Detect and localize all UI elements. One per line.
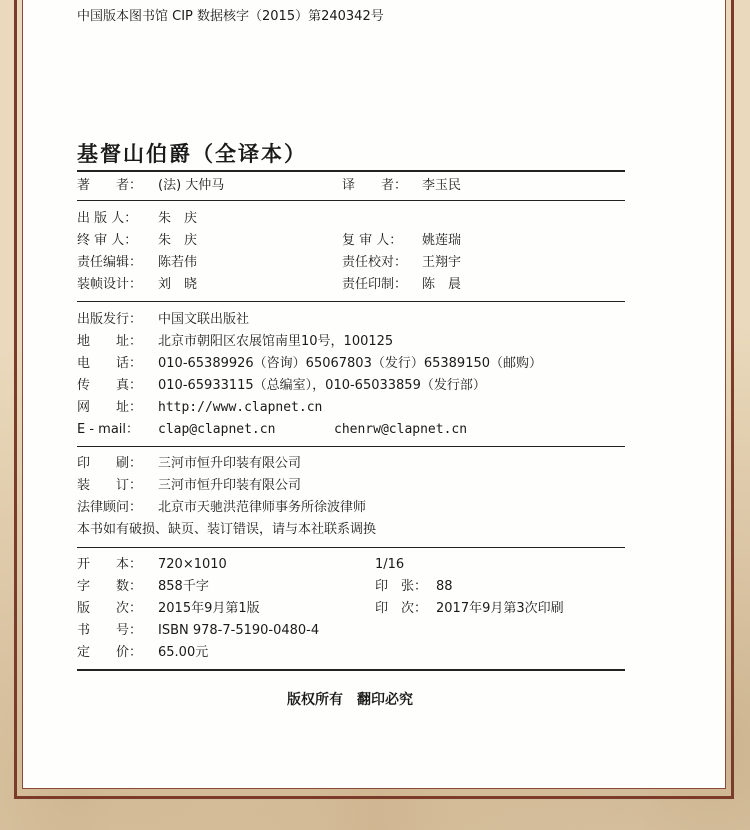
editor-value: 陈若伟 — [158, 255, 198, 270]
rule-5 — [77, 547, 625, 548]
edition-label: 版 次： — [77, 601, 143, 616]
rereviewer-label: 复 审 人： — [342, 233, 403, 248]
phone-label: 电 话： — [77, 356, 143, 371]
designer-label: 装帧设计： — [77, 277, 143, 292]
publisher-value: 朱 庆 — [158, 211, 198, 226]
damage-notice: 本书如有破损、缺页、装订错误，请与本社联系调换 — [77, 522, 377, 537]
issue-label: 出版发行： — [77, 312, 143, 327]
translator-label: 译 者： — [342, 178, 408, 193]
fax-label: 传 真： — [77, 378, 143, 393]
designer-value: 刘 晓 — [158, 277, 198, 292]
rule-6 — [77, 669, 625, 671]
fax-value: 010-65933115（总编室），010-65033859（发行部） — [158, 378, 486, 393]
publisher-label: 出 版 人： — [77, 211, 138, 226]
price-value: 65.00元 — [158, 645, 209, 660]
sheets-label: 印 张： — [375, 579, 428, 594]
format-value: 720×1010 — [158, 557, 227, 572]
binding-value: 三河市恒升印装有限公司 — [158, 478, 302, 493]
email-link-1[interactable]: clap@clapnet.cn — [158, 422, 276, 437]
legal-label: 法律顾问： — [77, 500, 143, 515]
author-label: 著 者： — [77, 178, 143, 193]
legal-value: 北京市天驰洪范律师事务所徐波律师 — [158, 500, 367, 515]
print-value: 三河市恒升印装有限公司 — [158, 456, 302, 471]
editor-label: 责任编辑： — [77, 255, 143, 270]
translator-value: 李玉民 — [422, 178, 462, 193]
isbn-label: 书 号： — [77, 623, 143, 638]
email-link-2[interactable]: chenrw@clapnet.cn — [334, 422, 468, 437]
printing-value: 陈 晨 — [422, 277, 462, 292]
rule-2 — [77, 200, 625, 201]
copyright-notice: 版权所有 翻印必究 — [287, 692, 413, 708]
binding-label: 装 订： — [77, 478, 143, 493]
author-value: (法) 大仲马 — [158, 178, 225, 193]
address-label: 地 址： — [77, 334, 143, 349]
words-label: 字 数： — [77, 579, 143, 594]
edition-value: 2015年9月第1版 — [158, 601, 260, 616]
web-link[interactable]: http://www.clapnet.cn — [158, 400, 323, 415]
proofreader-label: 责任校对： — [342, 255, 408, 270]
final-reviewer-value: 朱 庆 — [158, 233, 198, 248]
proofreader-value: 王翔宇 — [422, 255, 462, 270]
impression-value: 2017年9月第3次印刷 — [436, 601, 564, 616]
web-label: 网 址： — [77, 400, 143, 415]
address-value: 北京市朝阳区农展馆南里10号，100125 — [158, 334, 394, 349]
price-label: 定 价： — [77, 645, 143, 660]
phone-value: 010-65389926（咨询）65067803（发行）65389150（邮购） — [158, 356, 543, 371]
printing-label: 责任印制： — [342, 277, 408, 292]
final-reviewer-label: 终 审 人： — [77, 233, 138, 248]
format-fraction: 1/16 — [375, 557, 405, 572]
impression-label: 印 次： — [375, 601, 428, 616]
issue-value: 中国文联出版社 — [158, 312, 250, 327]
format-label: 开 本： — [77, 557, 143, 572]
isbn-value: ISBN 978-7-5190-0480-4 — [158, 623, 320, 638]
rule-3 — [77, 301, 625, 302]
sheets-value: 88 — [436, 579, 453, 594]
words-value: 858千字 — [158, 579, 209, 594]
rule-4 — [77, 446, 625, 447]
rereviewer-value: 姚莲瑞 — [422, 233, 462, 248]
cip-line: 中国版本图书馆 CIP 数据核字（2015）第240342号 — [77, 9, 384, 24]
email-label: E - mail： — [77, 422, 140, 437]
book-title: 基督山伯爵（全译本） — [77, 142, 307, 166]
rule-1 — [77, 170, 625, 172]
print-label: 印 刷： — [77, 456, 143, 471]
